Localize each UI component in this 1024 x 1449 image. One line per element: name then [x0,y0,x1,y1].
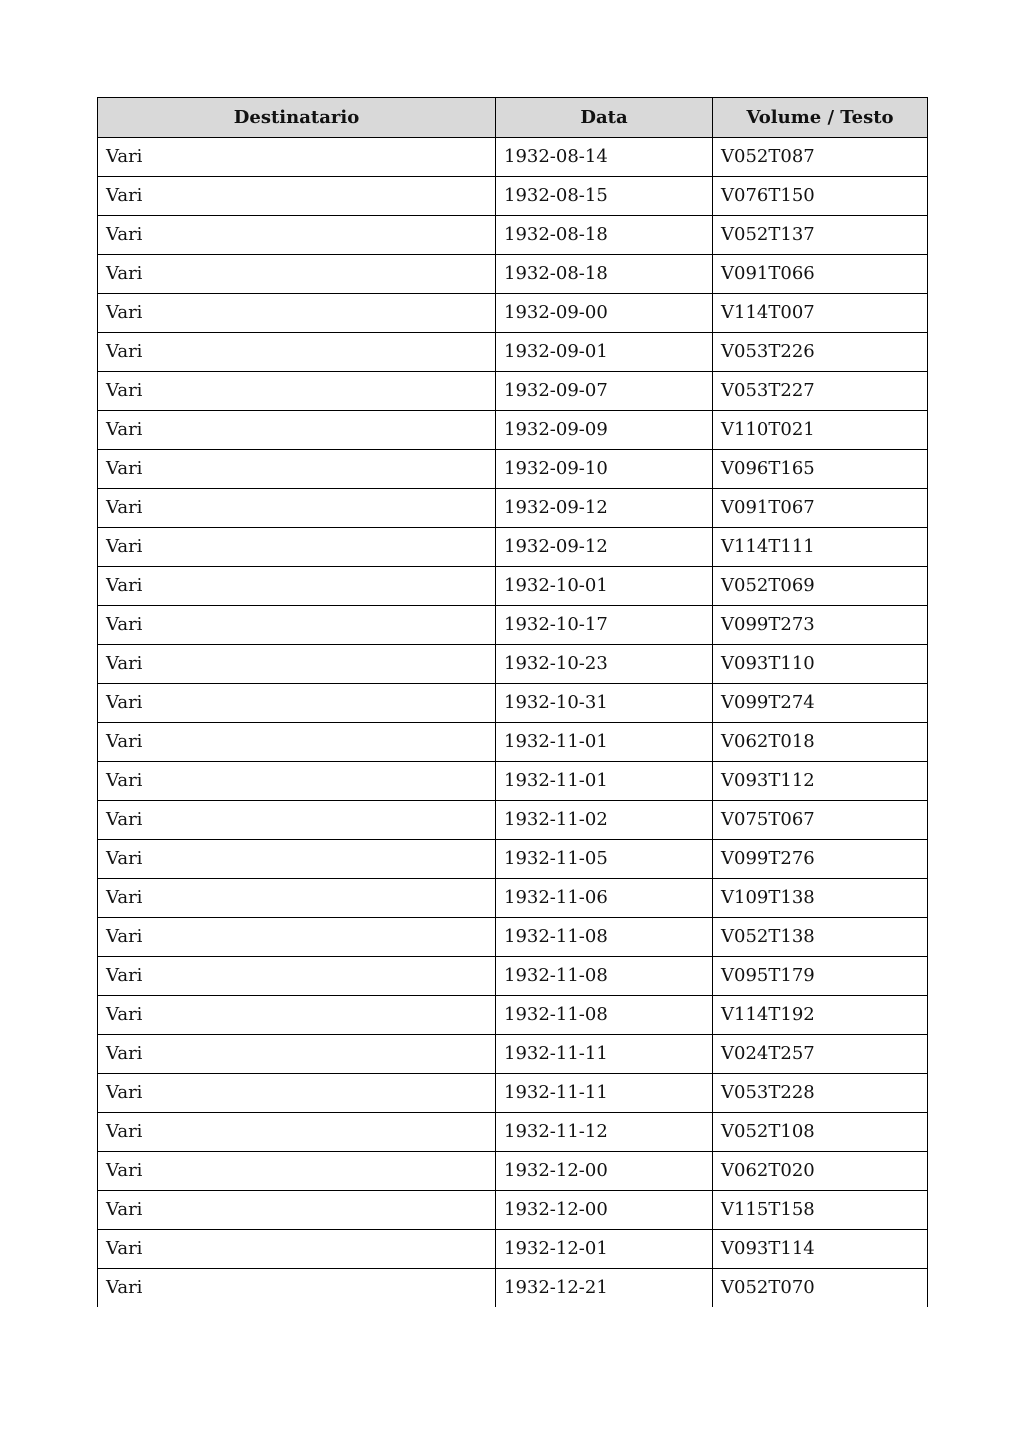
cell-destinatario: Vari [98,645,496,684]
cell-volume-testo: V052T138 [713,918,928,957]
table-row [98,879,928,918]
cell-destinatario: Vari [98,1113,496,1152]
cell-volume-testo: V052T137 [713,216,928,255]
cell-destinatario: Vari [98,138,496,177]
cell-data: 1932-09-12 [496,489,713,528]
cell-data: 1932-11-02 [496,801,713,840]
cell-volume-testo: V114T007 [713,294,928,333]
cell-destinatario: Vari [98,1035,496,1074]
cell-volume-testo: V053T228 [713,1074,928,1113]
table-row [98,1269,928,1308]
cell-data: 1932-10-23 [496,645,713,684]
table-row [98,957,928,996]
cell-destinatario: Vari [98,684,496,723]
header-data: Data [496,98,713,138]
cell-destinatario: Vari [98,996,496,1035]
table-row [98,450,928,489]
cell-data: 1932-11-11 [496,1035,713,1074]
table-row [98,1113,928,1152]
cell-destinatario: Vari [98,1074,496,1113]
cell-volume-testo: V114T192 [713,996,928,1035]
cell-data: 1932-09-12 [496,528,713,567]
cell-volume-testo: V053T226 [713,333,928,372]
cell-destinatario: Vari [98,879,496,918]
cell-data: 1932-08-18 [496,216,713,255]
table-row [98,723,928,762]
cell-volume-testo: V053T227 [713,372,928,411]
cell-data: 1932-08-18 [496,255,713,294]
cell-data: 1932-10-17 [496,606,713,645]
table-header [98,98,928,138]
cell-destinatario: Vari [98,723,496,762]
cell-data: 1932-09-10 [496,450,713,489]
cell-destinatario: Vari [98,1230,496,1269]
cell-destinatario: Vari [98,177,496,216]
cell-volume-testo: V062T020 [713,1152,928,1191]
cell-volume-testo: V062T018 [713,723,928,762]
table-body [98,138,928,1308]
cell-volume-testo: V093T112 [713,762,928,801]
table-row [98,1191,928,1230]
table-row [98,645,928,684]
cell-volume-testo: V110T021 [713,411,928,450]
cell-destinatario: Vari [98,372,496,411]
cell-data: 1932-08-14 [496,138,713,177]
cell-volume-testo: V095T179 [713,957,928,996]
cell-data: 1932-11-01 [496,762,713,801]
cell-data: 1932-10-01 [496,567,713,606]
cell-destinatario: Vari [98,957,496,996]
table-row [98,1074,928,1113]
table-row [98,216,928,255]
cell-destinatario: Vari [98,762,496,801]
cell-destinatario: Vari [98,294,496,333]
table-row [98,1230,928,1269]
cell-volume-testo: V093T114 [713,1230,928,1269]
cell-data: 1932-09-07 [496,372,713,411]
cell-data: 1932-11-08 [496,957,713,996]
cell-data: 1932-11-06 [496,879,713,918]
cell-destinatario: Vari [98,411,496,450]
table-row [98,1035,928,1074]
cell-destinatario: Vari [98,1191,496,1230]
table-row [98,411,928,450]
cell-destinatario: Vari [98,606,496,645]
table-row [98,996,928,1035]
header-destinatario: Destinatario [98,98,496,138]
cell-destinatario: Vari [98,528,496,567]
cell-volume-testo: V075T067 [713,801,928,840]
table-row [98,138,928,177]
table-row [98,489,928,528]
cell-destinatario: Vari [98,801,496,840]
cell-volume-testo: V076T150 [713,177,928,216]
cell-volume-testo: V052T087 [713,138,928,177]
table-row [98,801,928,840]
cell-volume-testo: V093T110 [713,645,928,684]
table-row [98,1152,928,1191]
cell-destinatario: Vari [98,1152,496,1191]
correspondence-table [97,97,928,1307]
cell-data: 1932-12-21 [496,1269,713,1308]
cell-volume-testo: V052T108 [713,1113,928,1152]
cell-volume-testo: V091T067 [713,489,928,528]
cell-data: 1932-09-00 [496,294,713,333]
cell-volume-testo: V052T070 [713,1269,928,1308]
cell-volume-testo: V024T257 [713,1035,928,1074]
cell-volume-testo: V114T111 [713,528,928,567]
table-row [98,333,928,372]
cell-data: 1932-11-08 [496,918,713,957]
cell-volume-testo: V109T138 [713,879,928,918]
table-row [98,567,928,606]
cell-data: 1932-11-08 [496,996,713,1035]
header-volume-testo: Volume / Testo [713,98,928,138]
cell-volume-testo: V099T274 [713,684,928,723]
cell-data: 1932-12-00 [496,1191,713,1230]
cell-data: 1932-09-09 [496,411,713,450]
table-row [98,684,928,723]
table-row [98,372,928,411]
table-row [98,762,928,801]
cell-destinatario: Vari [98,1269,496,1308]
cell-volume-testo: V052T069 [713,567,928,606]
cell-data: 1932-09-01 [496,333,713,372]
cell-volume-testo: V099T276 [713,840,928,879]
cell-destinatario: Vari [98,840,496,879]
cell-destinatario: Vari [98,216,496,255]
cell-data: 1932-11-11 [496,1074,713,1113]
cell-volume-testo: V115T158 [713,1191,928,1230]
cell-data: 1932-11-05 [496,840,713,879]
cell-volume-testo: V096T165 [713,450,928,489]
cell-destinatario: Vari [98,918,496,957]
cell-destinatario: Vari [98,450,496,489]
cell-destinatario: Vari [98,255,496,294]
table-row [98,918,928,957]
cell-volume-testo: V099T273 [713,606,928,645]
cell-destinatario: Vari [98,567,496,606]
table-row [98,606,928,645]
cell-data: 1932-11-01 [496,723,713,762]
cell-data: 1932-12-01 [496,1230,713,1269]
table-row [98,255,928,294]
cell-data: 1932-10-31 [496,684,713,723]
table-row [98,528,928,567]
table-row [98,177,928,216]
cell-data: 1932-12-00 [496,1152,713,1191]
cell-volume-testo: V091T066 [713,255,928,294]
table-row [98,294,928,333]
table-row [98,840,928,879]
cell-destinatario: Vari [98,489,496,528]
cell-data: 1932-11-12 [496,1113,713,1152]
cell-data: 1932-08-15 [496,177,713,216]
header-row [98,98,928,138]
cell-destinatario: Vari [98,333,496,372]
